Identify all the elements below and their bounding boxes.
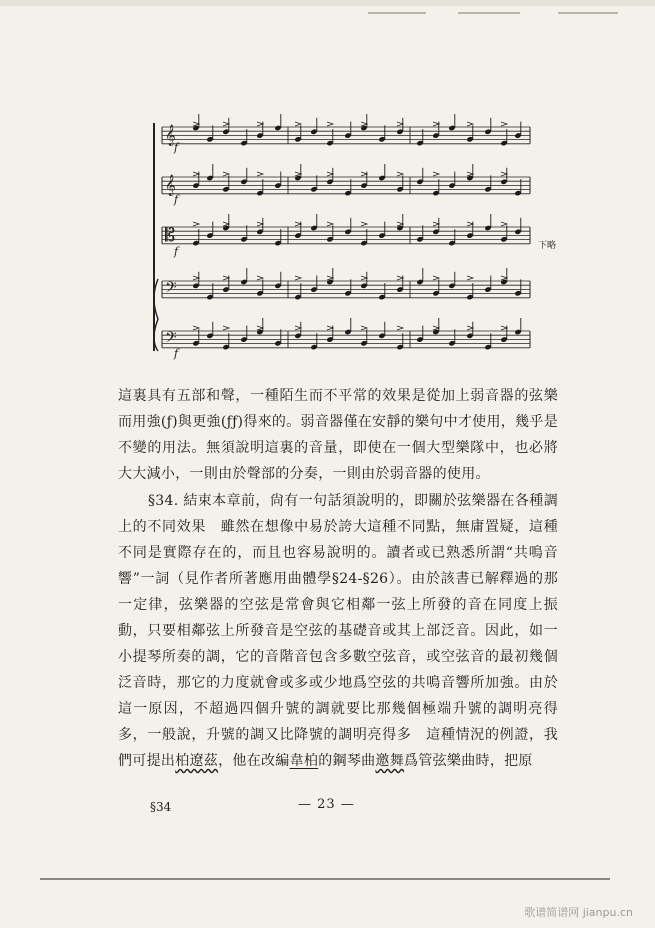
accent-mark bbox=[501, 222, 507, 226]
accent-mark bbox=[501, 276, 507, 280]
footer-section-ref: §34 bbox=[150, 800, 172, 814]
accent-mark bbox=[193, 276, 199, 280]
dynamic-mark: f bbox=[174, 347, 179, 360]
paragraph-text: §34. 結束本章前，尙有一句話須說明的，即關於弦樂器在各種調上的不同效果 雖然在想像中易於誇大這種不同點，無庸置疑，這種不同是實際存在的，而且也容易說明的。讀者或已熟悉所謂“共鳴音響”一詞（見作者所著應用曲體學§24-§26）。由於該書已解釋過的那一定律，弦樂器的空弦是常會與它相鄰一弦上所發的音在同度上振動，只要相鄰弦上所發音是空弦的基礎音或其上部泛音。因此，如一小提琴所奏的調，它的音階音包含多數空弦音，或空弦音的最初幾個泛音時，那它的力度就會或多或少地爲空弦的共鳴音響所加強。由於這一原因，不超過四個升號的調就要比那幾個極端升號的調明亮得多，一般說，升號的調又比降號的調明亮得多 這種情況的例證，我們可提出 bbox=[118, 493, 558, 769]
accent-mark bbox=[467, 222, 473, 226]
accent-mark bbox=[295, 122, 301, 126]
clef-viola: 𝄡 bbox=[165, 225, 176, 246]
top-rule-fragment bbox=[368, 12, 426, 14]
composer-name: 韋柏 bbox=[289, 753, 319, 769]
page-top-edge bbox=[0, 0, 655, 6]
accent-mark bbox=[257, 122, 263, 126]
accent-mark bbox=[397, 276, 403, 280]
accent-mark bbox=[223, 326, 229, 330]
bottom-rule bbox=[40, 878, 610, 880]
accent-mark bbox=[361, 122, 367, 126]
accent-mark bbox=[361, 222, 367, 226]
accent-mark bbox=[327, 222, 333, 226]
accent-mark bbox=[361, 326, 367, 330]
accent-mark bbox=[467, 326, 473, 330]
top-rule-fragment bbox=[458, 12, 520, 14]
accent-mark bbox=[257, 276, 263, 280]
clef-violin-1: 𝄞 bbox=[165, 125, 176, 146]
accent-mark bbox=[193, 326, 199, 330]
page-number: — 23 — bbox=[298, 797, 355, 812]
accent-mark bbox=[295, 172, 301, 176]
accent-mark bbox=[327, 172, 333, 176]
accent-mark bbox=[501, 122, 507, 126]
accent-mark bbox=[433, 122, 439, 126]
dynamic-mark: f bbox=[174, 193, 179, 206]
accent-mark bbox=[397, 222, 403, 226]
clef-violin-2: 𝄞 bbox=[165, 175, 176, 196]
top-rule-fragment bbox=[558, 12, 618, 14]
accent-mark bbox=[257, 326, 263, 330]
accent-mark bbox=[361, 172, 367, 176]
accent-mark bbox=[397, 122, 403, 126]
composer-name: 柏遼茲 bbox=[175, 753, 219, 769]
accent-mark bbox=[467, 172, 473, 176]
dynamic-mark: f bbox=[174, 245, 179, 258]
accent-mark bbox=[257, 222, 263, 226]
score-side-note: 下略 bbox=[538, 241, 557, 251]
dynamic-mark: f bbox=[174, 141, 179, 154]
clef-bass: 𝄢 bbox=[165, 329, 177, 350]
watermark: 歌谱简谱网 jianpu.cn bbox=[524, 906, 633, 919]
accent-mark bbox=[193, 172, 199, 176]
accent-mark bbox=[433, 326, 439, 330]
accent-mark bbox=[257, 172, 263, 176]
accent-mark bbox=[193, 122, 199, 126]
accent-mark bbox=[433, 276, 439, 280]
accent-mark bbox=[397, 172, 403, 176]
accent-mark bbox=[295, 222, 301, 226]
accent-mark bbox=[467, 276, 473, 280]
accent-mark bbox=[397, 326, 403, 330]
paragraph-text: 爲管弦樂曲時，把原 bbox=[404, 753, 533, 769]
accent-mark bbox=[501, 172, 507, 176]
paragraph-text: 的鋼琴曲 bbox=[318, 753, 376, 769]
paragraph-section-34 bbox=[118, 488, 558, 774]
accent-mark bbox=[193, 222, 199, 226]
accent-mark bbox=[223, 276, 229, 280]
accent-mark bbox=[327, 122, 333, 126]
accent-mark bbox=[223, 172, 229, 176]
paragraph-text: ，他在改編 bbox=[218, 753, 290, 769]
accent-mark bbox=[467, 122, 473, 126]
music-score bbox=[148, 95, 560, 365]
paragraph-five-part-harmony: 這裏具有五部和聲，一種陌生而不平常的效果是從加上弱音器的弦樂而用強(ƒ)與更強(ƒƒ)得來的。弱音器僅在安靜的樂句中才使用，幾乎是不變的用法。無須說明這裏的音量，即使在一個大型樂隊中，也必將大大減小，一則由於聲部的分奏，一則由於弱音器的使用。 bbox=[118, 388, 558, 482]
accent-mark bbox=[361, 276, 367, 280]
accent-mark bbox=[223, 222, 229, 226]
accent-mark bbox=[223, 122, 229, 126]
work-title: 邀舞 bbox=[375, 753, 405, 769]
accent-mark bbox=[327, 276, 333, 280]
accent-mark bbox=[433, 222, 439, 226]
accent-mark bbox=[295, 276, 301, 280]
accent-mark bbox=[501, 326, 507, 330]
accent-mark bbox=[327, 326, 333, 330]
clef-cello-divisi: 𝄢 bbox=[165, 279, 177, 300]
accent-mark bbox=[433, 172, 439, 176]
accent-mark bbox=[295, 326, 301, 330]
